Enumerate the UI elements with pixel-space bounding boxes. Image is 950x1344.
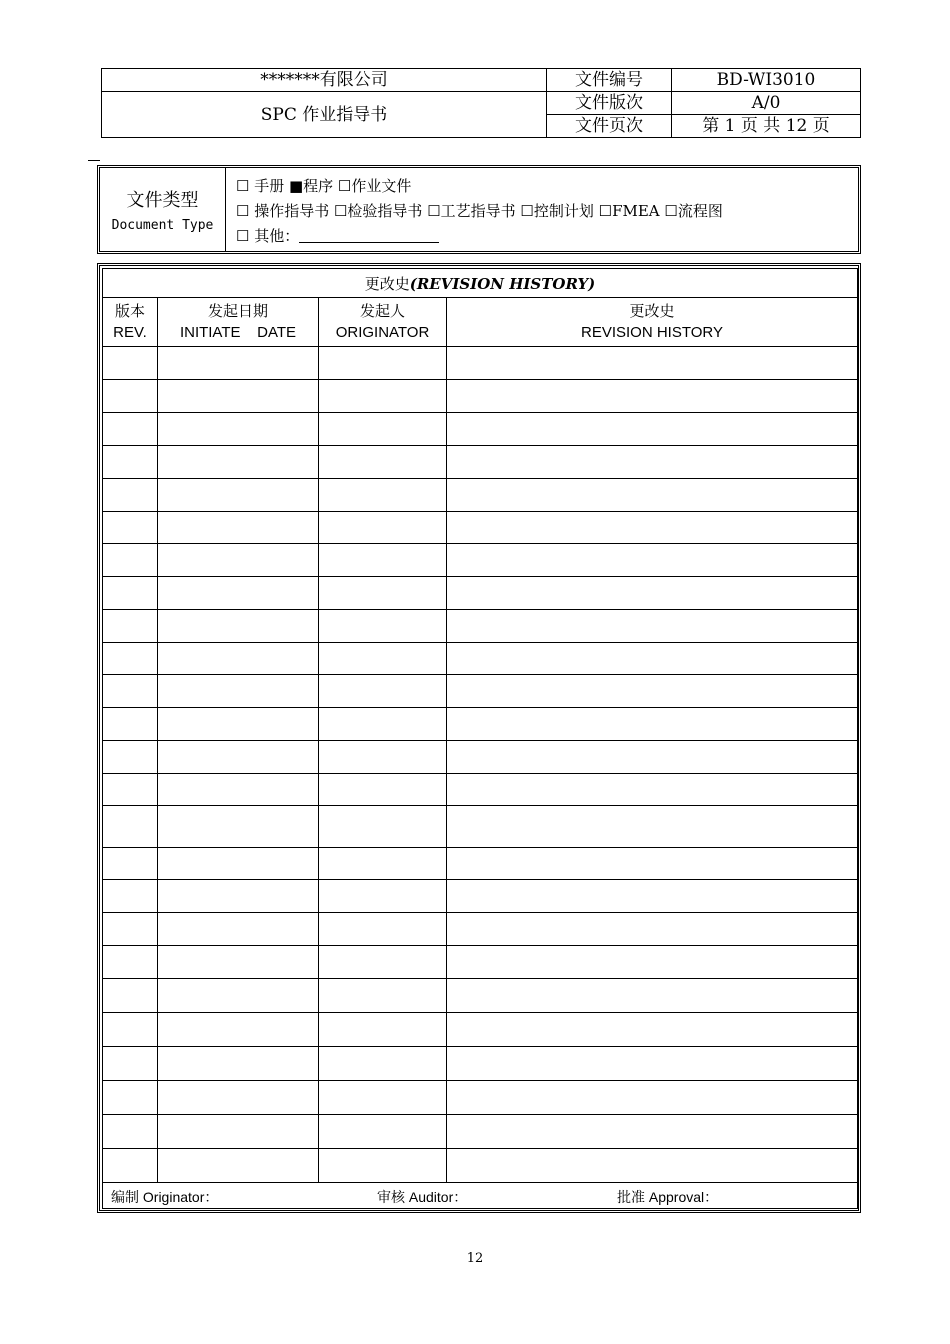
- table-cell: [447, 610, 858, 643]
- table-cell: [103, 446, 158, 479]
- table-cell: [447, 544, 858, 577]
- signature-row: [103, 1183, 858, 1209]
- table-row: [103, 413, 858, 446]
- table-row: [103, 446, 858, 479]
- table-cell: [319, 413, 447, 446]
- table-cell: [319, 380, 447, 413]
- table-cell: [103, 946, 158, 979]
- col-history-en: REVISION HISTORY: [581, 324, 723, 341]
- table-cell: [158, 1013, 319, 1047]
- revision-title-en: (REVISION HISTORY): [409, 274, 596, 293]
- document-type-line-3: [236, 224, 723, 249]
- table-cell: [103, 880, 158, 913]
- table-cell: [319, 913, 447, 946]
- table-cell: [319, 979, 447, 1013]
- table-cell: [319, 946, 447, 979]
- table-row: [103, 643, 858, 675]
- table-cell: [103, 806, 158, 848]
- approval-signature: 批准 Approval：: [617, 1189, 719, 1205]
- table-cell: [103, 643, 158, 675]
- document-type-options: [236, 174, 723, 249]
- table-cell: [447, 979, 858, 1013]
- table-cell: [158, 1115, 319, 1149]
- table-cell: [158, 708, 319, 741]
- table-cell: [447, 446, 858, 479]
- page-number: 12: [466, 1251, 484, 1266]
- col-rev-zh: 版本: [114, 302, 145, 320]
- col-header-originator: [319, 298, 447, 347]
- table-cell: [319, 1115, 447, 1149]
- table-row: [103, 1149, 858, 1183]
- table-cell: [158, 848, 319, 880]
- table-row: [103, 577, 858, 610]
- table-cell: [103, 979, 158, 1013]
- document-title: SPC 作业指导书: [102, 92, 547, 138]
- table-cell: [319, 347, 447, 380]
- table-cell: [447, 479, 858, 512]
- table-cell: [319, 806, 447, 848]
- table-row: [103, 708, 858, 741]
- other-blank-line: [299, 228, 439, 243]
- table-row: [103, 1115, 858, 1149]
- table-cell: [447, 848, 858, 880]
- table-cell: [447, 1149, 858, 1183]
- table-cell: [447, 1115, 858, 1149]
- document-type-label-en: Document Type: [111, 218, 214, 233]
- table-cell: [447, 913, 858, 946]
- document-type-label: [100, 168, 226, 251]
- table-cell: [103, 610, 158, 643]
- table-cell: [103, 1047, 158, 1081]
- table-cell: [158, 446, 319, 479]
- table-row: [103, 848, 858, 880]
- col-originator-zh: 发起人: [359, 302, 405, 320]
- table-cell: [447, 380, 858, 413]
- table-cell: [158, 347, 319, 380]
- table-cell: [158, 577, 319, 610]
- table-row: [103, 806, 858, 848]
- table-row: [103, 946, 858, 979]
- table-cell: [447, 512, 858, 544]
- table-cell: [319, 610, 447, 643]
- table-cell: [103, 675, 158, 708]
- table-cell: [103, 1115, 158, 1149]
- table-row: [103, 512, 858, 544]
- margin-mark: [88, 160, 100, 161]
- table-cell: [447, 880, 858, 913]
- table-row: [103, 610, 858, 643]
- table-cell: [103, 413, 158, 446]
- table-row: [103, 380, 858, 413]
- table-cell: [158, 413, 319, 446]
- table-row: [103, 544, 858, 577]
- table-cell: [103, 512, 158, 544]
- table-cell: [319, 643, 447, 675]
- table-cell: [319, 1149, 447, 1183]
- table-cell: [158, 1149, 319, 1183]
- table-row: [103, 347, 858, 380]
- revision-title-zh: 更改史: [364, 274, 410, 293]
- document-type-box: [97, 165, 861, 254]
- table-cell: [103, 1149, 158, 1183]
- doc-page-value: 第 1 页 共 12 页: [672, 115, 861, 138]
- table-cell: [447, 774, 858, 806]
- table-cell: [103, 347, 158, 380]
- table-cell: [319, 577, 447, 610]
- table-cell: [319, 675, 447, 708]
- table-cell: [103, 741, 158, 774]
- table-cell: [103, 848, 158, 880]
- company-name: *******有限公司: [102, 69, 547, 92]
- table-row: [103, 479, 858, 512]
- table-cell: [447, 347, 858, 380]
- table-cell: [158, 643, 319, 675]
- document-type-line-2: ☐ 操作指导书 ☐检验指导书 ☐工艺指导书 ☐控制计划 ☐FMEA ☐流程图: [236, 202, 723, 220]
- auditor-signature: 审核 Auditor：: [377, 1189, 468, 1205]
- table-cell: [158, 1081, 319, 1115]
- table-cell: [158, 913, 319, 946]
- table-cell: [319, 741, 447, 774]
- table-cell: [103, 479, 158, 512]
- table-cell: [319, 1013, 447, 1047]
- doc-version-value: A/0: [672, 92, 861, 115]
- table-cell: [103, 1081, 158, 1115]
- table-cell: [103, 380, 158, 413]
- table-cell: [319, 708, 447, 741]
- table-cell: [447, 675, 858, 708]
- doc-version-label: 文件版次: [547, 92, 672, 115]
- other-option: ☐ 其他：: [236, 227, 300, 245]
- col-header-date: [158, 298, 319, 347]
- table-cell: [158, 774, 319, 806]
- table-cell: [158, 806, 319, 848]
- table-row: [103, 880, 858, 913]
- document-type-label-zh: 文件类型: [126, 190, 199, 211]
- table-row: [103, 1013, 858, 1047]
- table-cell: [447, 806, 858, 848]
- table-cell: [447, 946, 858, 979]
- table-cell: [158, 675, 319, 708]
- col-history-zh: 更改史: [629, 302, 675, 320]
- col-date-zh: 发起日期: [207, 302, 268, 320]
- table-cell: [447, 741, 858, 774]
- table-cell: [319, 512, 447, 544]
- table-cell: [447, 1013, 858, 1047]
- revision-title: [103, 269, 858, 298]
- document-header-table: [101, 68, 861, 138]
- table-row: [103, 1047, 858, 1081]
- table-cell: [447, 577, 858, 610]
- table-cell: [158, 979, 319, 1013]
- col-date-en: INITIATE DATE: [179, 324, 297, 341]
- doc-page-label: 文件页次: [547, 115, 672, 138]
- table-row: [103, 1081, 858, 1115]
- table-cell: [103, 708, 158, 741]
- revision-rows: [103, 347, 858, 1183]
- document-type-line-1: ☐ 手册 ■程序 ☐作业文件: [236, 177, 412, 195]
- table-cell: [158, 610, 319, 643]
- table-cell: [319, 848, 447, 880]
- table-row: [103, 774, 858, 806]
- table-cell: [447, 1081, 858, 1115]
- originator-signature: 编制 Originator：: [111, 1189, 219, 1205]
- table-cell: [158, 512, 319, 544]
- col-rev-en: REV.: [113, 324, 147, 341]
- table-row: [103, 675, 858, 708]
- table-cell: [158, 380, 319, 413]
- table-cell: [158, 880, 319, 913]
- table-cell: [447, 1047, 858, 1081]
- table-cell: [319, 774, 447, 806]
- table-cell: [319, 880, 447, 913]
- table-row: [103, 913, 858, 946]
- table-cell: [103, 544, 158, 577]
- table-row: [103, 741, 858, 774]
- table-cell: [103, 913, 158, 946]
- doc-number-value: BD-WI3010: [672, 69, 861, 92]
- revision-history-box: [97, 263, 861, 1213]
- table-cell: [319, 1081, 447, 1115]
- col-header-rev: [103, 298, 158, 347]
- table-cell: [158, 1047, 319, 1081]
- revision-history-table: [102, 268, 858, 1209]
- table-cell: [447, 643, 858, 675]
- table-cell: [158, 479, 319, 512]
- table-cell: [319, 1047, 447, 1081]
- table-cell: [158, 741, 319, 774]
- table-cell: [319, 446, 447, 479]
- table-cell: [103, 1013, 158, 1047]
- doc-number-label: 文件编号: [547, 69, 672, 92]
- table-cell: [447, 413, 858, 446]
- table-row: [103, 979, 858, 1013]
- table-cell: [447, 708, 858, 741]
- table-cell: [103, 577, 158, 610]
- col-header-history: [447, 298, 858, 347]
- col-originator-en: ORIGINATOR: [335, 324, 430, 341]
- table-cell: [319, 544, 447, 577]
- table-cell: [158, 946, 319, 979]
- table-cell: [103, 774, 158, 806]
- table-cell: [319, 479, 447, 512]
- table-cell: [158, 544, 319, 577]
